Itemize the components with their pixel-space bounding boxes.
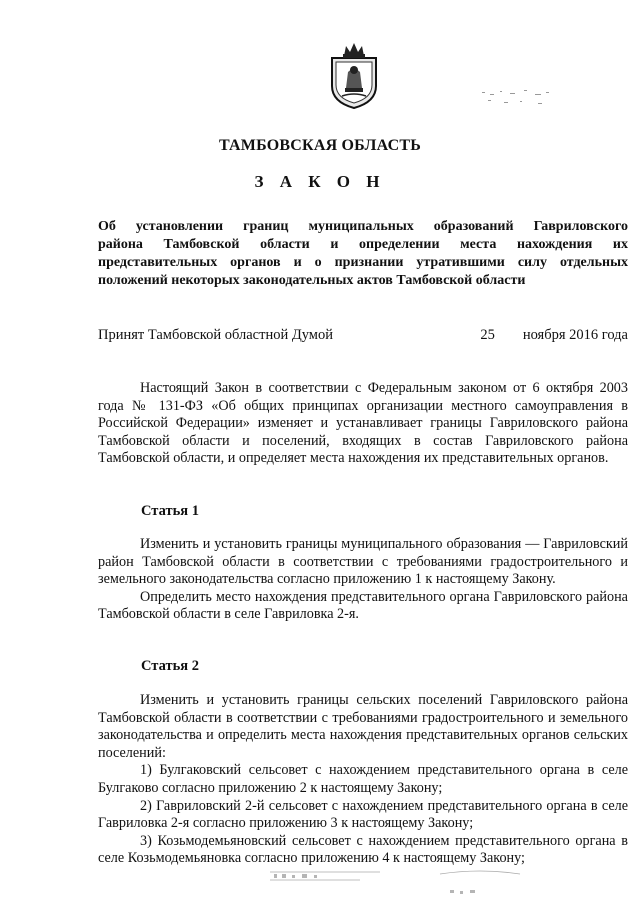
stamp-residue (250, 860, 570, 900)
article-2-body (98, 692, 628, 868)
adoption-date (480, 327, 628, 344)
title-line: Об установлении границ муниципальных образований Гавриловского (98, 219, 628, 234)
scan-noise (480, 82, 560, 112)
article-1-body (98, 536, 628, 624)
title-line: положений некоторых законодательных актов Тамбовской области (98, 273, 526, 288)
article-1-heading: Статья 1 (141, 503, 199, 519)
article-1-paragraph: Определить место нахождения представительного органа Гавриловского района Тамбовской области в селе Гавриловка 2-я. (98, 588, 628, 623)
document-type: З А К О Н (254, 172, 386, 191)
article-2-paragraph: Изменить и установить границы сельских поселений Гавриловского района Тамбовской области в соответствии с требованиями градостроительного и земельного законодательства и определить места нахождения представительных органов сельских поселений: (98, 692, 628, 761)
list-item: 2) Гавриловский 2-й сельсовет с нахождением представительного органа в селе Гавриловка 2-я согласно приложению 3 к настоящему Закону; (98, 797, 628, 832)
title-line: представительных органов и о признании утратившими силу отдельных (98, 255, 628, 270)
article-2-heading: Статья 2 (141, 658, 199, 674)
law-title (98, 218, 628, 290)
adoption-day: 25 (480, 327, 495, 343)
list-item: 3) Козьмодемьяновский сельсовет с нахождением представительного органа в селе Козьмодемьяновка согласно приложению 4 к настоящему Закону; (98, 832, 628, 867)
coat-of-arms-icon (326, 40, 382, 110)
preamble (98, 380, 628, 468)
adoption-line (98, 327, 628, 344)
title-line: района Тамбовской области и определении места нахождения их (98, 237, 628, 252)
preamble-text: Настоящий Закон в соответствии с Федеральным законом от 6 октября 2003 года № 131-ФЗ «Об общих принципах организации местного самоуправления в Российской Федерации» изменяет и устанавливает границы Гавриловского района Тамбовской области и поселений, входящих в состав Гавриловского района Тамбовской области, и определяет места нахождения их представительных органов. (98, 380, 628, 467)
region-name: ТАМБОВСКАЯ ОБЛАСТЬ (218, 137, 422, 154)
list-item: 1) Булгаковский сельсовет с нахождением представительного органа в селе Булгаково согласно приложению 2 к настоящему Закону; (98, 762, 628, 796)
article-1-paragraph: Изменить и установить границы муниципального образования — Гавриловский район Тамбовской области в соответствии с требованиями градостроительного и земельного законодательства согласно приложению 1 к настоящему Закону. (98, 536, 628, 588)
adoption-month-year: ноября 2016 года (522, 327, 628, 343)
adoption-label: Принят Тамбовской областной Думой (98, 327, 333, 343)
